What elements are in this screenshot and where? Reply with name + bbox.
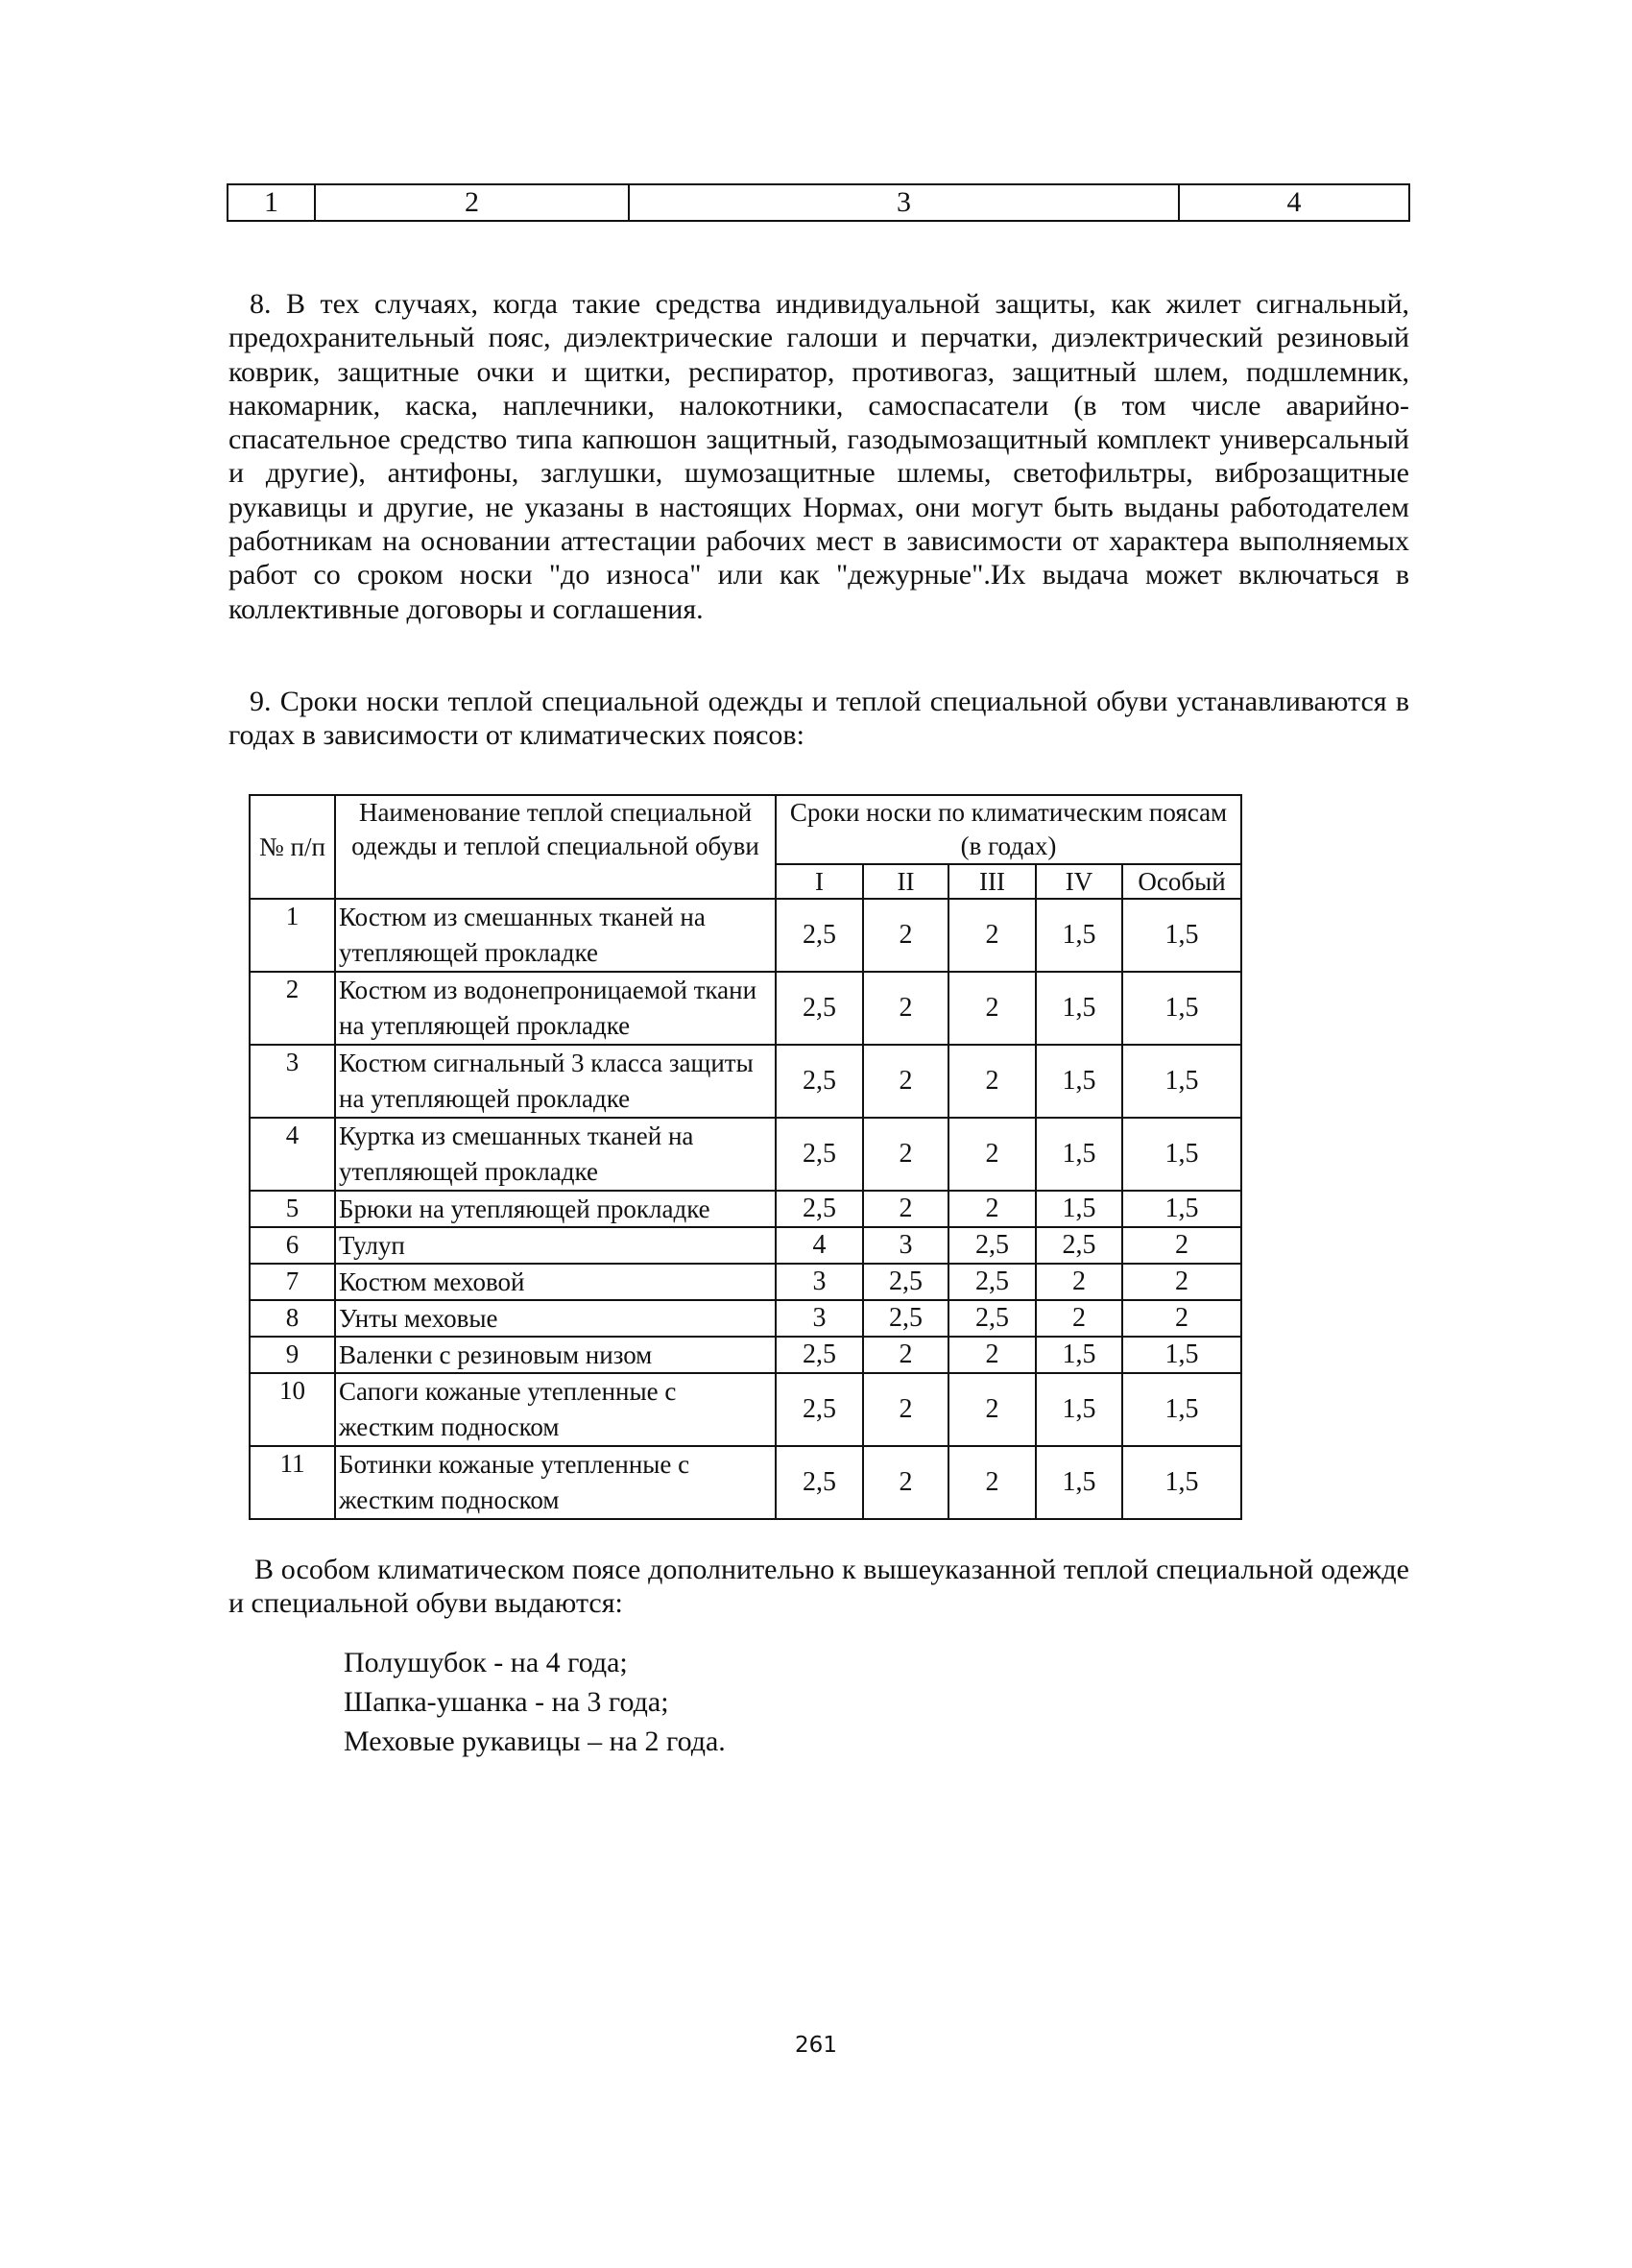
zone-header-iv: IV bbox=[1036, 864, 1122, 899]
term-value: 1,5 bbox=[1036, 1337, 1122, 1373]
term-value: 2 bbox=[948, 1337, 1036, 1373]
row-number: 1 bbox=[250, 899, 335, 972]
table-row bbox=[250, 1118, 1241, 1191]
table-row bbox=[250, 1446, 1241, 1519]
term-value: 2 bbox=[863, 899, 948, 972]
term-value: 2 bbox=[863, 972, 948, 1045]
warm-clothing-norms-table bbox=[249, 794, 1242, 1520]
zone-header-i: I bbox=[776, 864, 863, 899]
term-value: 1,5 bbox=[1122, 972, 1241, 1045]
term-value: 2,5 bbox=[776, 1373, 863, 1446]
term-value: 2,5 bbox=[776, 1446, 863, 1519]
item-name: Костюм из водонепроницаемой ткани на утепляющей прокладке bbox=[335, 972, 776, 1045]
term-value: 1,5 bbox=[1036, 1118, 1122, 1191]
term-value: 2 bbox=[948, 1191, 1036, 1227]
term-value: 3 bbox=[776, 1264, 863, 1300]
term-value: 2,5 bbox=[776, 972, 863, 1045]
term-value: 2,5 bbox=[776, 1337, 863, 1373]
paragraph-9: 9. Сроки носки теплой специальной одежды и теплой специальной обуви устанавливаются в годах в зависимости от климатических поясов: bbox=[228, 686, 1409, 752]
term-value: 2 bbox=[1122, 1264, 1241, 1300]
table-row bbox=[250, 1227, 1241, 1264]
table-row bbox=[250, 899, 1241, 972]
term-value: 2,5 bbox=[1036, 1227, 1122, 1264]
term-value: 2,5 bbox=[776, 899, 863, 972]
column-number-1: 1 bbox=[228, 184, 315, 221]
term-value: 1,5 bbox=[1036, 1045, 1122, 1118]
item-name: Унты меховые bbox=[335, 1300, 776, 1337]
table-row bbox=[250, 1300, 1241, 1337]
term-value: 1,5 bbox=[1122, 899, 1241, 972]
list-item: Меховые рукавицы – на 2 года. bbox=[344, 1725, 726, 1757]
item-name: Костюм из смешанных тканей на утепляющей прокладке bbox=[335, 899, 776, 972]
term-value: 2 bbox=[948, 899, 1036, 972]
term-value: 2,5 bbox=[776, 1191, 863, 1227]
term-value: 4 bbox=[776, 1227, 863, 1264]
special-zone-paragraph: В особом климатическом поясе дополнительно к вышеуказанной теплой специальной одежде и специальной обуви выдаются: bbox=[228, 1554, 1409, 1620]
term-value: 2 bbox=[948, 1373, 1036, 1446]
row-number: 9 bbox=[250, 1337, 335, 1373]
column-header-name: Наименование теплой специальной одежды и теплой специальной обуви bbox=[335, 795, 776, 899]
column-numbering-header bbox=[227, 183, 1410, 222]
term-value: 2 bbox=[863, 1118, 948, 1191]
table-row bbox=[250, 972, 1241, 1045]
list-item: Шапка-ушанка - на 3 года; bbox=[344, 1686, 669, 1718]
row-number: 4 bbox=[250, 1118, 335, 1191]
term-value: 3 bbox=[776, 1300, 863, 1337]
table-row bbox=[250, 1045, 1241, 1118]
term-value: 2 bbox=[948, 1446, 1036, 1519]
term-value: 2 bbox=[863, 1191, 948, 1227]
term-value: 1,5 bbox=[1036, 1373, 1122, 1446]
term-value: 2,5 bbox=[948, 1264, 1036, 1300]
term-value: 1,5 bbox=[1036, 972, 1122, 1045]
row-number: 10 bbox=[250, 1373, 335, 1446]
row-number: 2 bbox=[250, 972, 335, 1045]
term-value: 1,5 bbox=[1122, 1045, 1241, 1118]
term-value: 1,5 bbox=[1036, 1191, 1122, 1227]
term-value: 2 bbox=[948, 972, 1036, 1045]
term-value: 2,5 bbox=[948, 1227, 1036, 1264]
table-body bbox=[250, 899, 1241, 1519]
term-value: 1,5 bbox=[1122, 1446, 1241, 1519]
column-number-4: 4 bbox=[1179, 184, 1409, 221]
item-name: Костюм сигнальный 3 класса защиты на утепляющей прокладке bbox=[335, 1045, 776, 1118]
zone-header-special: Особый bbox=[1122, 864, 1241, 899]
term-value: 2 bbox=[1036, 1264, 1122, 1300]
column-number-3: 3 bbox=[629, 184, 1179, 221]
special-zone-items bbox=[344, 1643, 726, 1761]
table-row bbox=[250, 1337, 1241, 1373]
paragraph-8: 8. В тех случаях, когда такие средства индивидуальной защиты, как жилет сигнальный, предохранительный пояс, диэлектрические галоши и перчатки, диэлектрический резиновый коврик, защитные очки и щитки, респиратор, противогаз, защитный шлем, подшлемник, накомарник, каска, наплечники, налокотники, самоспасатели (в том числе аварийно-спасательное средство типа капюшон защитный, газодымозащитный комплект универсальный и другие), антифоны, заглушки, шумозащитные шлемы, светофильтры, виброзащитные рукавицы и другие, не указаны в настоящих Нормах, они могут быть выданы работодателем работникам на основании аттестации рабочих мест в зависимости от характера выполняемых работ со сроком носки "до износа" или как "дежурные".Их выдача может включаться в коллективные договоры и соглашения. bbox=[228, 288, 1409, 625]
term-value: 2,5 bbox=[776, 1045, 863, 1118]
term-value: 2,5 bbox=[863, 1300, 948, 1337]
term-value: 1,5 bbox=[1122, 1191, 1241, 1227]
item-name: Костюм меховой bbox=[335, 1264, 776, 1300]
zone-header-iii: III bbox=[948, 864, 1036, 899]
term-value: 2,5 bbox=[948, 1300, 1036, 1337]
row-number: 3 bbox=[250, 1045, 335, 1118]
term-value: 1,5 bbox=[1036, 1446, 1122, 1519]
term-value: 2 bbox=[1122, 1227, 1241, 1264]
term-value: 2,5 bbox=[776, 1118, 863, 1191]
table-row bbox=[250, 1373, 1241, 1446]
column-header-number: № п/п bbox=[250, 795, 335, 899]
row-number: 7 bbox=[250, 1264, 335, 1300]
item-name: Сапоги кожаные утепленные с жестким подноском bbox=[335, 1373, 776, 1446]
row-number: 8 bbox=[250, 1300, 335, 1337]
item-name: Тулуп bbox=[335, 1227, 776, 1264]
item-name: Куртка из смешанных тканей на утепляющей прокладке bbox=[335, 1118, 776, 1191]
term-value: 2 bbox=[948, 1118, 1036, 1191]
row-number: 6 bbox=[250, 1227, 335, 1264]
term-value: 3 bbox=[863, 1227, 948, 1264]
term-value: 1,5 bbox=[1122, 1373, 1241, 1446]
page-number: 261 bbox=[795, 2033, 837, 2058]
zone-header-ii: II bbox=[863, 864, 948, 899]
term-value: 1,5 bbox=[1122, 1337, 1241, 1373]
term-value: 2 bbox=[863, 1373, 948, 1446]
row-number: 11 bbox=[250, 1446, 335, 1519]
table-row bbox=[250, 1191, 1241, 1227]
table-row bbox=[250, 1264, 1241, 1300]
item-name: Брюки на утепляющей прокладке bbox=[335, 1191, 776, 1227]
term-value: 2 bbox=[863, 1045, 948, 1118]
row-number: 5 bbox=[250, 1191, 335, 1227]
item-name: Ботинки кожаные утепленные с жестким подноском bbox=[335, 1446, 776, 1519]
term-value: 2 bbox=[863, 1446, 948, 1519]
term-value: 1,5 bbox=[1122, 1118, 1241, 1191]
term-value: 2 bbox=[1122, 1300, 1241, 1337]
term-value: 2 bbox=[1036, 1300, 1122, 1337]
column-number-2: 2 bbox=[315, 184, 629, 221]
term-value: 1,5 bbox=[1036, 899, 1122, 972]
list-item: Полушубок - на 4 года; bbox=[344, 1647, 628, 1678]
column-header-terms: Сроки носки по климатическим поясам (в годах) bbox=[776, 795, 1241, 864]
term-value: 2 bbox=[863, 1337, 948, 1373]
term-value: 2,5 bbox=[863, 1264, 948, 1300]
term-value: 2 bbox=[948, 1045, 1036, 1118]
item-name: Валенки с резиновым низом bbox=[335, 1337, 776, 1373]
